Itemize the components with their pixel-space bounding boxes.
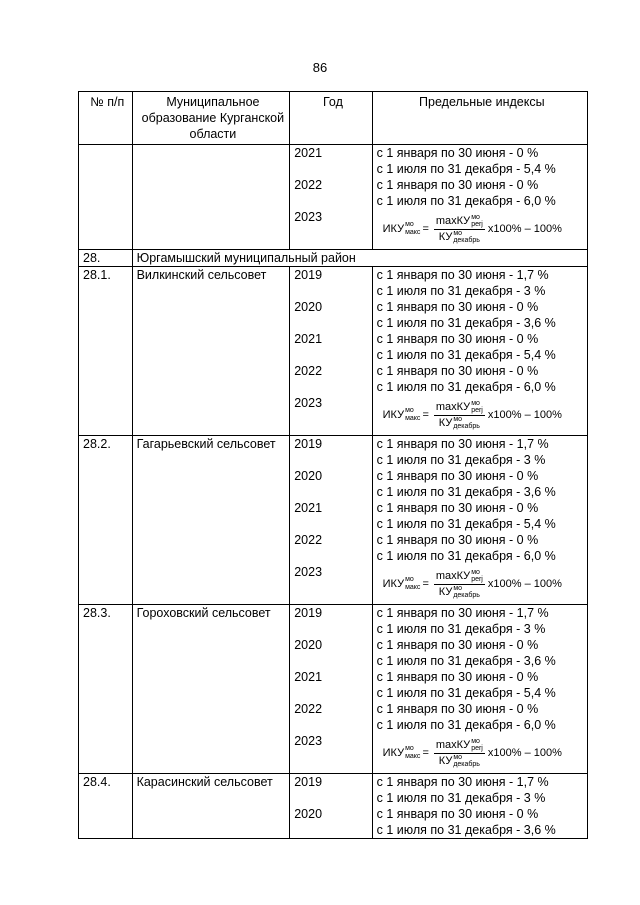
index-line: с 1 января по 30 июня - 0 % <box>376 501 539 515</box>
index-formula <box>377 395 587 435</box>
formula-lhs-text: ИКУ <box>382 409 405 421</box>
row-num <box>79 145 133 250</box>
formula-lhs <box>383 407 421 423</box>
page-number: 86 <box>312 60 328 75</box>
formula-denominator <box>437 585 482 600</box>
formula-num-text: maxКУ <box>435 569 471 582</box>
formula-numerator <box>434 214 485 230</box>
formula-num-scripts <box>471 214 483 228</box>
formula-denominator <box>437 754 482 769</box>
table-header-row <box>79 92 588 145</box>
row-name: Вилкинский сельсовет <box>132 267 290 436</box>
formula-lhs <box>383 745 421 761</box>
formula-eq: = <box>422 747 429 759</box>
formula-fraction <box>434 738 485 769</box>
formula-lhs-scripts <box>405 576 420 592</box>
formula-lhs-text: ИКУ <box>382 747 405 759</box>
index-line: с 1 июля по 31 декабря - 3,6 % <box>376 485 556 499</box>
formula-den-scripts <box>453 585 480 599</box>
formula-eq: = <box>422 223 429 235</box>
formula-den-text: КУ <box>438 754 453 767</box>
table-row <box>79 605 588 774</box>
row-indices <box>372 605 587 774</box>
formula-eq: = <box>422 409 429 421</box>
row-num: 28.2. <box>79 436 133 605</box>
formula-sup: мо <box>453 753 463 761</box>
formula-sub: макс <box>405 415 421 422</box>
index-line: с 1 января по 30 июня - 1,7 % <box>376 775 549 789</box>
formula-numerator <box>434 569 485 585</box>
formula-den-scripts <box>453 416 480 430</box>
formula-eq: = <box>422 578 429 590</box>
formula-num-text: maxКУ <box>435 400 471 413</box>
formula-sup: мо <box>405 221 414 228</box>
formula-lhs-scripts <box>405 221 420 237</box>
index-line: с 1 января по 30 июня - 0 % <box>376 702 539 716</box>
formula-sup: мо <box>405 745 414 752</box>
index-line: с 1 января по 30 июня - 0 % <box>376 807 539 821</box>
formula-sup: мо <box>405 576 414 583</box>
formula-sup: мо <box>471 399 480 407</box>
row-years <box>290 774 372 839</box>
index-line: с 1 января по 30 июня - 0 % <box>376 533 539 547</box>
index-line: с 1 января по 30 июня - 1,7 % <box>376 268 549 282</box>
formula-num-text: maxКУ <box>435 738 471 751</box>
formula-num-scripts <box>471 738 483 752</box>
table-row <box>79 436 588 605</box>
formula-sup: мо <box>405 407 414 414</box>
header-mo: Муниципальное образование Курганской области <box>132 92 290 145</box>
year-label: 2019 <box>294 606 323 620</box>
year-label: 2021 <box>294 332 323 346</box>
formula-lhs <box>383 221 421 237</box>
index-line: с 1 января по 30 июня - 1,7 % <box>376 606 549 620</box>
formula-sub: декабрь <box>453 422 480 430</box>
row-num: 28.3. <box>79 605 133 774</box>
formula-lhs-text: ИКУ <box>382 578 405 590</box>
formula-den-scripts <box>453 230 480 244</box>
index-line: с 1 июля по 31 декабря - 6,0 % <box>376 549 556 563</box>
index-line: с 1 июля по 31 декабря - 5,4 % <box>376 517 556 531</box>
year-label: 2022 <box>294 533 323 547</box>
formula-sub: декабрь <box>453 236 480 244</box>
formula-sub: perj <box>471 744 483 752</box>
formula-sup: мо <box>471 568 480 576</box>
year-label: 2023 <box>294 734 323 748</box>
header-year: Год <box>290 92 372 145</box>
year-label: 2023 <box>294 565 323 579</box>
year-label: 2022 <box>294 702 323 716</box>
table-row-district <box>79 250 588 267</box>
year-label: 2020 <box>294 300 323 314</box>
index-line: с 1 июля по 31 декабря - 3,6 % <box>376 316 556 330</box>
formula-sub: perj <box>471 220 483 228</box>
index-line: с 1 января по 30 июня - 1,7 % <box>376 437 549 451</box>
year-label: 2020 <box>294 807 323 821</box>
year-label: 2022 <box>294 178 323 192</box>
formula-den-text: КУ <box>438 230 453 243</box>
district-name: Юргамышский муниципальный район <box>132 250 587 267</box>
year-label: 2019 <box>294 268 323 282</box>
formula-rest: х100% – 100% <box>487 747 562 759</box>
year-label: 2019 <box>294 437 323 451</box>
row-name <box>132 145 290 250</box>
row-years <box>290 436 372 605</box>
index-line: с 1 июля по 31 декабря - 5,4 % <box>376 686 556 700</box>
row-indices <box>372 145 587 250</box>
index-line: с 1 июля по 31 декабря - 3,6 % <box>376 823 556 837</box>
index-line: с 1 января по 30 июня - 0 % <box>376 670 539 684</box>
formula-lhs <box>383 576 421 592</box>
year-label: 2023 <box>294 396 323 410</box>
row-name: Гагарьевский сельсовет <box>132 436 290 605</box>
table-row <box>79 145 588 250</box>
year-label: 2020 <box>294 469 323 483</box>
formula-lhs-scripts <box>405 745 420 761</box>
formula-den-text: КУ <box>438 416 453 429</box>
formula-lhs-scripts <box>405 407 420 423</box>
year-label: 2020 <box>294 638 323 652</box>
index-line: с 1 января по 30 июня - 0 % <box>376 178 539 192</box>
formula-sup: мо <box>453 584 463 592</box>
formula-fraction <box>434 400 485 431</box>
row-indices <box>372 267 587 436</box>
formula-fraction <box>434 569 485 600</box>
row-num: 28. <box>79 250 133 267</box>
formula-sup: мо <box>453 415 463 423</box>
formula-rest: х100% – 100% <box>487 409 562 421</box>
formula-numerator <box>434 738 485 754</box>
formula-den-text: КУ <box>438 585 453 598</box>
formula-denominator <box>437 416 482 431</box>
row-indices <box>372 436 587 605</box>
index-line: с 1 июля по 31 декабря - 6,0 % <box>376 194 556 208</box>
index-line: с 1 января по 30 июня - 0 % <box>376 364 539 378</box>
header-num: № п/п <box>79 92 133 145</box>
formula-sub: декабрь <box>453 591 480 599</box>
year-label: 2019 <box>294 775 323 789</box>
index-line: с 1 июля по 31 декабря - 6,0 % <box>376 718 556 732</box>
index-line: с 1 января по 30 июня - 0 % <box>376 638 539 652</box>
row-years <box>290 267 372 436</box>
formula-rest: х100% – 100% <box>487 223 562 235</box>
row-years <box>290 145 372 250</box>
limits-table <box>78 91 588 839</box>
formula-numerator <box>434 400 485 416</box>
formula-sup: мо <box>471 737 480 745</box>
row-indices <box>372 774 587 839</box>
formula-sub: perj <box>471 406 483 414</box>
index-formula <box>377 209 587 249</box>
year-label: 2021 <box>294 670 323 684</box>
formula-num-scripts <box>471 400 483 414</box>
row-name: Карасинский сельсовет <box>132 774 290 839</box>
year-label: 2021 <box>294 146 323 160</box>
index-line: с 1 июля по 31 декабря - 3,6 % <box>376 654 556 668</box>
row-name: Гороховский сельсовет <box>132 605 290 774</box>
formula-sub: декабрь <box>453 760 480 768</box>
formula-sub: макс <box>405 753 421 760</box>
year-label: 2022 <box>294 364 323 378</box>
index-line: с 1 июля по 31 декабря - 3 % <box>376 791 546 805</box>
index-line: с 1 июля по 31 декабря - 5,4 % <box>376 348 556 362</box>
formula-sub: макс <box>405 229 421 236</box>
index-line: с 1 января по 30 июня - 0 % <box>376 146 539 160</box>
formula-rest: х100% – 100% <box>487 578 562 590</box>
index-line: с 1 июля по 31 декабря - 6,0 % <box>376 380 556 394</box>
index-formula <box>377 564 587 604</box>
formula-sup: мо <box>471 213 480 221</box>
table-row <box>79 774 588 839</box>
formula-sub: макс <box>405 584 421 591</box>
header-index: Предельные индексы <box>372 92 587 145</box>
index-line: с 1 января по 30 июня - 0 % <box>376 469 539 483</box>
formula-num-text: maxКУ <box>435 214 471 227</box>
formula-sup: мо <box>453 229 463 237</box>
table-row <box>79 267 588 436</box>
index-line: с 1 июля по 31 декабря - 5,4 % <box>376 162 556 176</box>
formula-lhs-text: ИКУ <box>382 223 405 235</box>
year-label: 2021 <box>294 501 323 515</box>
index-formula <box>377 733 587 773</box>
formula-num-scripts <box>471 569 483 583</box>
index-line: с 1 июля по 31 декабря - 3 % <box>376 284 546 298</box>
year-label: 2023 <box>294 210 323 224</box>
row-num: 28.1. <box>79 267 133 436</box>
formula-den-scripts <box>453 754 480 768</box>
formula-denominator <box>437 230 482 245</box>
row-num: 28.4. <box>79 774 133 839</box>
row-years <box>290 605 372 774</box>
formula-sub: perj <box>471 575 483 583</box>
index-line: с 1 января по 30 июня - 0 % <box>376 332 539 346</box>
formula-fraction <box>434 214 485 245</box>
index-line: с 1 июля по 31 декабря - 3 % <box>376 622 546 636</box>
index-line: с 1 июля по 31 декабря - 3 % <box>376 453 546 467</box>
index-line: с 1 января по 30 июня - 0 % <box>376 300 539 314</box>
